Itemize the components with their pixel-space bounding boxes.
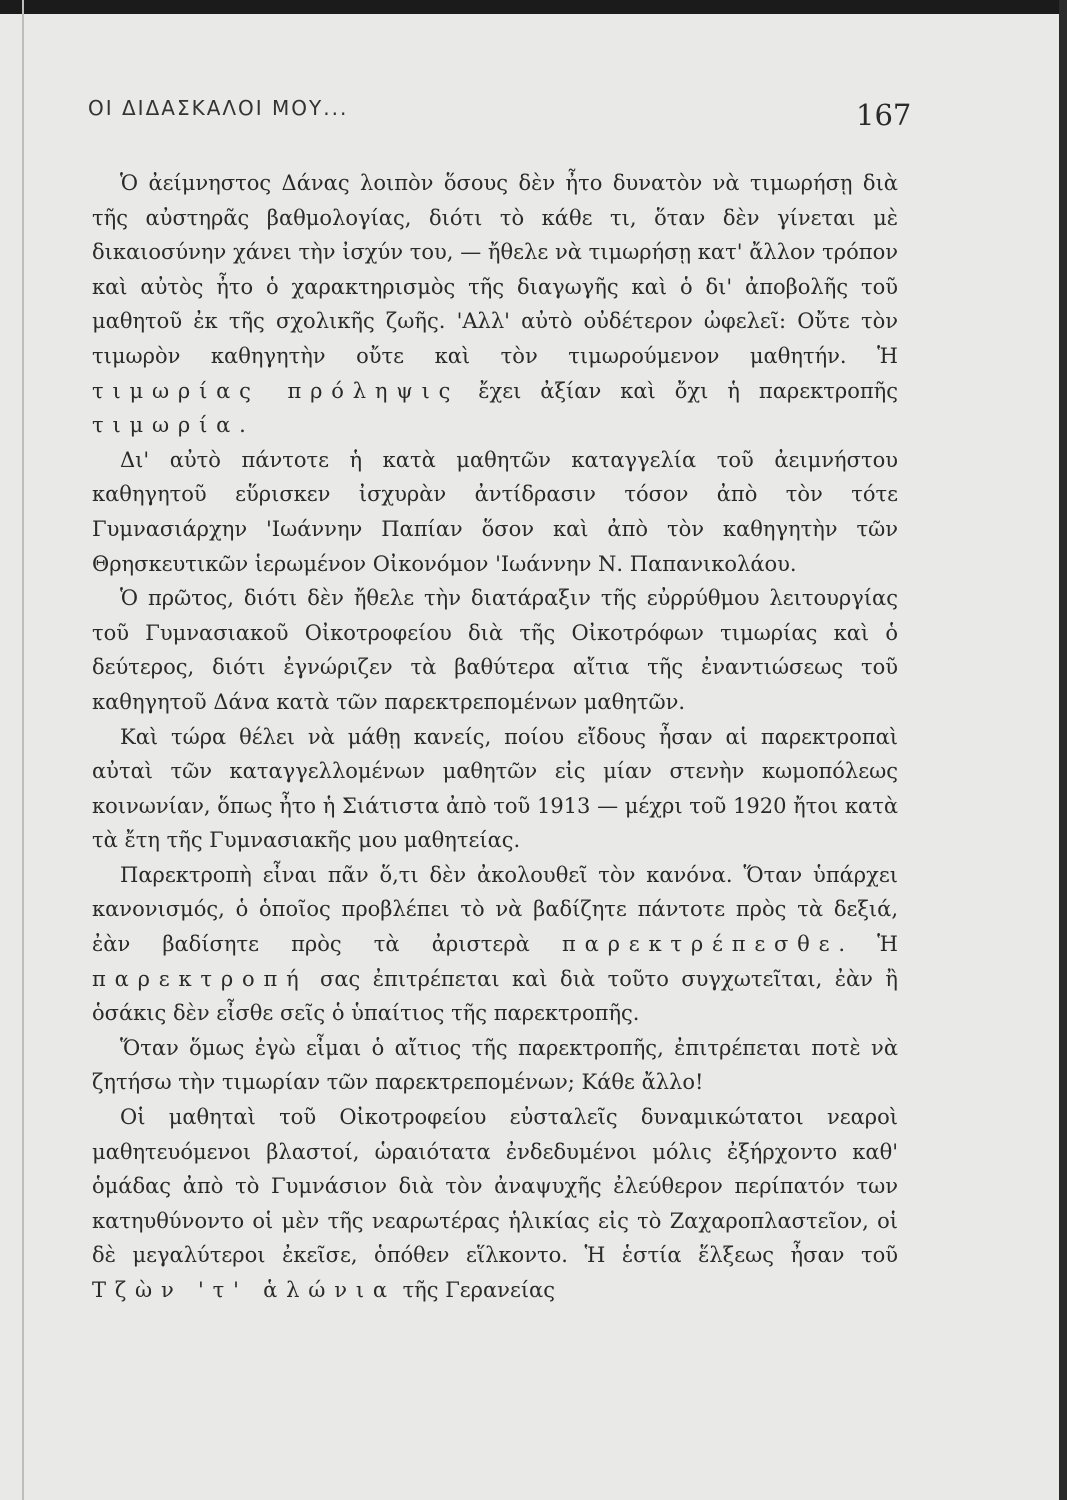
text-segment: . bbox=[239, 413, 246, 438]
text-segment: Παρεκτροπὴ εἶναι πᾶν ὅ,τι δὲν ἀκολουθεῖ τὸν κανόνα. Ὅταν ὑπάρχει κανονισμός, ὁ ὁποῖος προβλέπει τὸ νὰ βαδίζητε πάντοτε πρὸς τὰ δεξιά, ἐὰν βαδίσητε πρὸς τὰ ἀριστερὰ bbox=[92, 862, 898, 957]
page-edge-line bbox=[22, 0, 24, 1500]
paragraph bbox=[92, 720, 898, 858]
scan-border-top bbox=[0, 0, 1067, 14]
paragraph bbox=[92, 443, 898, 581]
paragraph bbox=[92, 1100, 898, 1308]
text-segment: Ὅταν ὅμως ἐγὼ εἶμαι ὁ αἴτιος τῆς παρεκτροπῆς, ἐπιτρέπεται ποτὲ νὰ ζητήσω τὴν τιμωρίαν τῶν παρεκτρεπομένων; Κάθε ἄλλο! bbox=[92, 1035, 898, 1095]
spaced-emphasis: Τζὼν 'τ' ἁλώνια bbox=[92, 1278, 396, 1302]
text-segment: Οἱ μαθηταὶ τοῦ Οἰκοτροφείου εὐσταλεῖς δυναμικώτατοι νεαροὶ μαθητευόμενοι βλαστοί, ὡραιότατα ἐνδεδυμένοι μόλις ἐξήρχοντο καθ' ὁμάδας ἀπὸ τὸ Γυμνάσιον διὰ τὸν ἀναψυχῆς ἐλεύθερον περίπατόν των κατηυθύνοντο οἱ μὲν τῆς νεαρωτέρας ἡλικίας εἰς τὸ Ζαχαροπλαστεῖον, οἱ δὲ μεγαλύτεροι ἐκεῖσε, ὁπόθεν εἵλκοντο. Ἡ ἑστία ἕλξεως ἦσαν τοῦ bbox=[92, 1105, 898, 1268]
spaced-emphasis: τιμωρία bbox=[92, 413, 240, 438]
text-segment: . Ἡ bbox=[838, 932, 898, 957]
running-head: ΟΙ ΔΙΔΑΣΚΑΛΟΙ ΜΟΥ... bbox=[88, 96, 349, 120]
paragraph bbox=[92, 581, 898, 719]
text-segment: τῆς Γερανείας bbox=[395, 1278, 556, 1302]
paragraph bbox=[92, 166, 898, 443]
text-segment: ἔχει ἀξίαν καὶ ὄχι ἡ παρεκτροπῆς bbox=[459, 378, 898, 403]
paragraph bbox=[92, 1031, 898, 1100]
text-segment: Δι' αὐτὸ πάντοτε ἡ κατὰ μαθητῶν καταγγελία τοῦ ἀειμνήστου καθηγητοῦ εὕρισκεν ἰσχυρὰν ἀντίδρασιν τόσον ἀπὸ τὸν τότε Γυμνασιάρχην 'Ιωάννην Παπίαν ὅσον καὶ ἀπὸ τὸν καθηγητὴν τῶν Θρησκευτικῶν ἱερωμένον Οἰκονόμον 'Ιωάννην Ν. Παπανικολάου. bbox=[92, 447, 898, 576]
text-segment: Καὶ τώρα θέλει νὰ μάθῃ κανείς, ποίου εἴδους ἦσαν αἱ παρεκτροπαὶ αὐταὶ τῶν καταγγελλομένων μαθητῶν εἰς μίαν στενὴν κωμοπόλεως κοινωνίαν, ὅπως ἦτο ἡ Σιάτιστα ἀπὸ τοῦ 1913 — μέχρι τοῦ 1920 ἤτοι κατὰ τὰ ἔτη τῆς Γυμνασιακῆς μου μαθητείας. bbox=[92, 724, 898, 853]
spaced-emphasis: τιμωρίας πρόληψις bbox=[92, 378, 460, 403]
text-segment: Ὁ πρῶτος, διότι δὲν ἤθελε τὴν διατάραξιν τῆς εὐρρύθμου λειτουργίας τοῦ Γυμνασιακοῦ Οἰκοτροφείου διὰ τῆς Οἰκοτρόφων τιμωρίας καὶ ὁ δεύτερος, διότι ἐγνώριζεν τὰ βαθύτερα αἴτια τῆς ἐναντιώσεως τοῦ καθηγητοῦ Δάνα κατὰ τῶν παρεκτρεπομένων μαθητῶν. bbox=[92, 586, 898, 714]
spaced-emphasis: παρεκτρέπεσθε bbox=[561, 932, 839, 957]
page-number: 167 bbox=[856, 98, 912, 132]
paragraph bbox=[92, 858, 898, 1031]
text-segment: σας ἐπιτρέπεται καὶ διὰ τοῦτο συγχωτεῖται, ἐὰν ἢ ὁσάκις δὲν εἶσθε σεῖς ὁ ὑπαίτιος τῆς παρεκτροπῆς. bbox=[92, 966, 898, 1026]
body-text bbox=[92, 166, 898, 1308]
scan-border-right bbox=[1059, 0, 1067, 1500]
text-segment: Ὁ ἀείμνηστος Δάνας λοιπὸν ὅσους δὲν ἦτο δυνατὸν νὰ τιμωρήσῃ διὰ τῆς αὐστηρᾶς βαθμολογίας, διότι τὸ κάθε τι, ὅταν δὲν γίνεται μὲ δικαιοσύνην χάνει τὴν ἰσχύν του, — ἤθελε νὰ τιμωρήσῃ κατ' ἄλλον τρόπον καὶ αὐτὸς ἦτο ὁ χαρακτηρισμὸς τῆς διαγωγῆς καὶ ὁ δι' ἀποβολῆς τοῦ μαθητοῦ ἐκ τῆς σχολικῆς ζωῆς. 'Αλλ' αὐτὸ οὐδέτερον ὠφελεῖ: Οὔτε τὸν τιμωρὸν καθηγητὴν οὔτε καὶ τὸν τιμωρούμενον μαθητήν. Ἡ bbox=[92, 171, 898, 368]
spaced-emphasis: παρεκτροπή bbox=[92, 966, 308, 991]
